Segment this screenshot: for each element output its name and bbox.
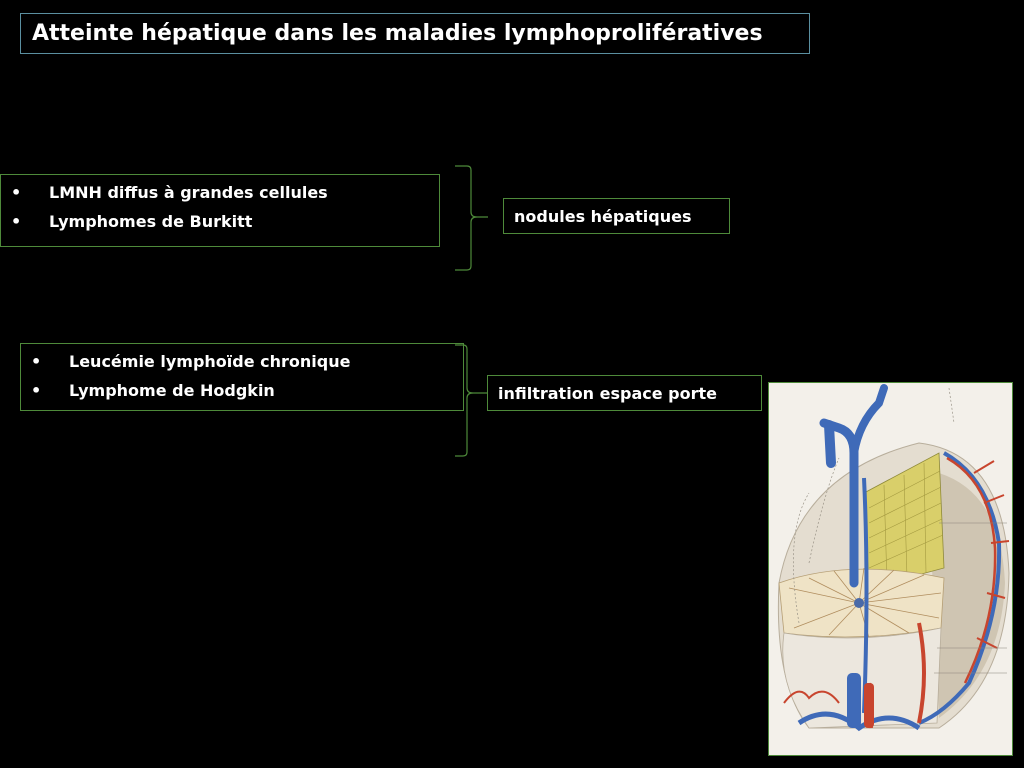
list-item-text: Lymphomes de Burkitt xyxy=(49,212,253,231)
brace-group2 xyxy=(455,345,487,456)
bullet-dot: • xyxy=(31,352,42,371)
list-item-text: LMNH diffus à grandes cellules xyxy=(49,183,328,202)
slide-title: Atteinte hépatique dans les maladies lymphoprolifératives xyxy=(20,13,810,54)
result-box-nodules: nodules hépatiques xyxy=(503,198,730,234)
liver-lobule-illustration xyxy=(768,382,1013,756)
list-item-text: Lymphome de Hodgkin xyxy=(69,381,275,400)
liver-lobule-drawing xyxy=(769,383,1013,756)
list-item-text: Leucémie lymphoïde chronique xyxy=(69,352,351,371)
bullet-dot: • xyxy=(11,212,22,231)
bullet-dot: • xyxy=(11,183,22,202)
brace-group1 xyxy=(455,166,488,270)
result-box-infiltration: infiltration espace porte xyxy=(487,375,762,411)
bullet-dot: • xyxy=(31,381,42,400)
